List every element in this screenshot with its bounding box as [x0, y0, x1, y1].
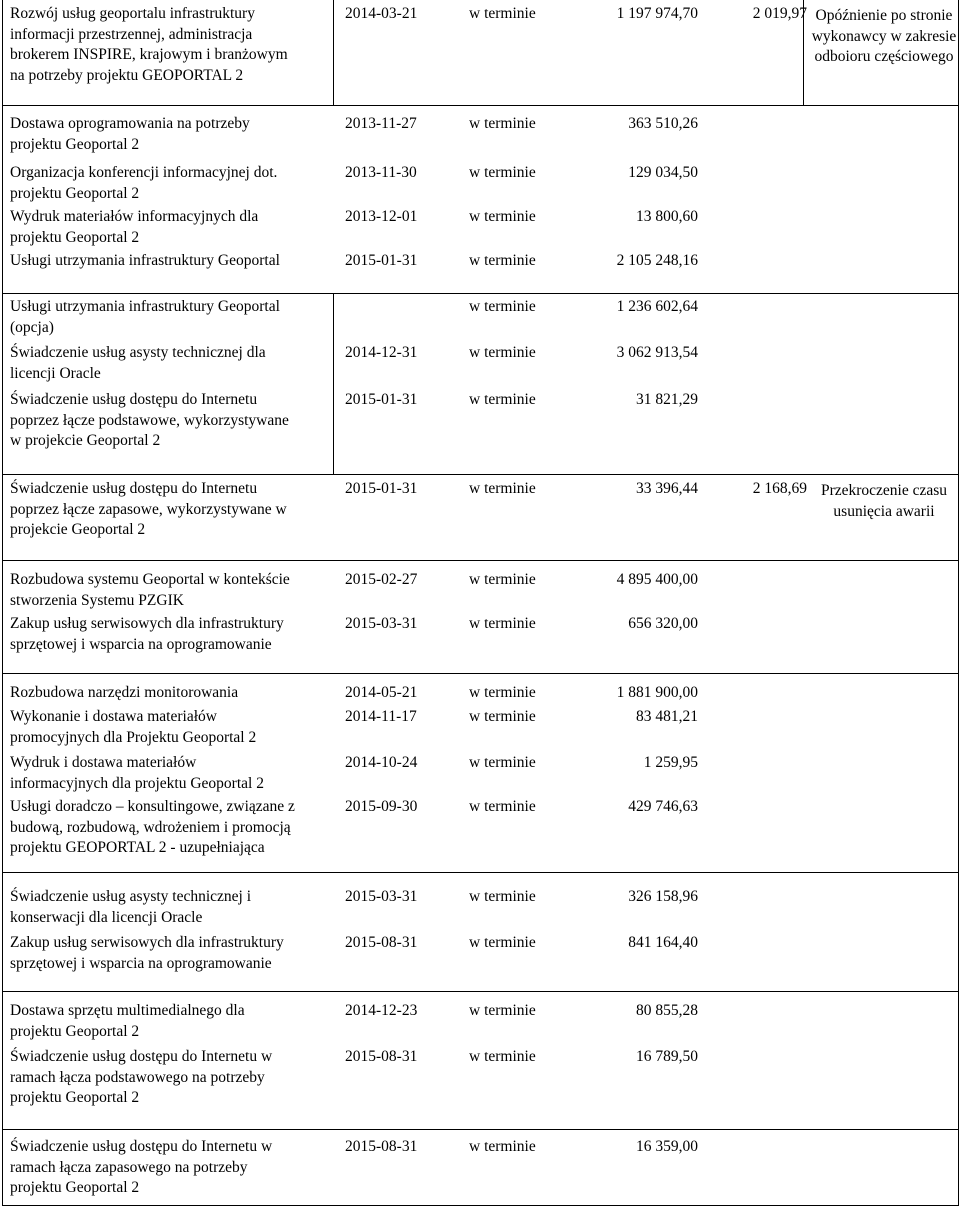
row-date: 2014-10-24 — [345, 754, 418, 771]
row-amount: 80 855,28 — [636, 1002, 698, 1019]
row-description: Dostawa sprzętu multimedialnego dla projektu Geoportal 2 — [10, 1002, 245, 1040]
row-penalty-amount: 2 019,97 — [752, 5, 807, 22]
row-status: w terminie — [469, 1138, 536, 1155]
row-amount: 429 746,63 — [628, 798, 698, 815]
row-description: Wydruk i dostawa materiałów informacyjnych dla projektu Geoportal 2 — [10, 754, 264, 792]
row-amount: 13 800,60 — [636, 208, 698, 225]
row-status: w terminie — [469, 391, 536, 408]
row-date: 2015-02-27 — [345, 571, 418, 588]
row-status: w terminie — [469, 208, 536, 225]
row-description: Świadczenie usług dostępu do Internetu poprzez łącze podstawowe, wykorzystywane w projekcie Geoportal 2 — [10, 391, 289, 449]
table-vertical-border — [333, 0, 334, 106]
row-description: Świadczenie usług asysty technicznej dla licencji Oracle — [10, 344, 266, 382]
table-horizontal-border — [2, 474, 958, 475]
row-amount: 841 164,40 — [628, 934, 698, 951]
table-horizontal-border — [2, 872, 958, 873]
table-horizontal-border — [2, 560, 958, 561]
row-date: 2013-11-30 — [345, 164, 417, 181]
row-amount: 31 821,29 — [636, 391, 698, 408]
row-status: w terminie — [469, 344, 536, 361]
row-status: w terminie — [469, 115, 536, 132]
row-date: 2014-12-31 — [345, 344, 418, 361]
row-amount: 4 895 400,00 — [616, 571, 698, 588]
table-vertical-border — [958, 0, 959, 1206]
row-status: w terminie — [469, 252, 536, 269]
row-description: Świadczenie usług dostępu do Internetu w ramach łącza podstawowego na potrzeby projektu Geoportal 2 — [10, 1048, 273, 1106]
row-date: 2014-11-17 — [345, 708, 417, 725]
row-date: 2015-03-31 — [345, 888, 418, 905]
row-description: Rozbudowa systemu Geoportal w kontekście stworzenia Systemu PZGIK — [10, 571, 290, 609]
row-date: 2015-09-30 — [345, 798, 418, 815]
row-description: Wykonanie i dostawa materiałów promocyjnych dla Projektu Geoportal 2 — [10, 708, 257, 746]
row-amount: 1 197 974,70 — [616, 5, 698, 22]
row-date: 2015-03-31 — [345, 615, 418, 632]
row-status: w terminie — [469, 708, 536, 725]
table-vertical-border — [2, 0, 3, 1206]
row-status: w terminie — [469, 5, 536, 22]
row-amount: 363 510,26 — [628, 115, 698, 132]
table-horizontal-border — [2, 105, 958, 106]
row-description: Świadczenie usług dostępu do Internetu poprzez łącze zapasowe, wykorzystywane w projekcie Geoportal 2 — [10, 480, 287, 538]
row-status: w terminie — [469, 888, 536, 905]
row-description: Usługi doradczo – konsultingowe, związane z budową, rozbudową, wdrożeniem i promocją projektu GEOPORTAL 2 - uzupełniająca — [10, 798, 295, 856]
row-description: Dostawa oprogramowania na potrzeby projektu Geoportal 2 — [10, 115, 250, 153]
row-date: 2015-01-31 — [345, 391, 418, 408]
row-amount: 3 062 913,54 — [616, 344, 698, 361]
row-amount: 129 034,50 — [628, 164, 698, 181]
row-description: Świadczenie usług dostępu do Internetu w ramach łącza zapasowego na potrzeby projektu Geoportal 2 — [10, 1138, 273, 1196]
row-amount: 1 259,95 — [643, 754, 698, 771]
row-status: w terminie — [469, 934, 536, 951]
row-amount: 16 359,00 — [636, 1138, 698, 1155]
row-status: w terminie — [469, 480, 536, 497]
table-vertical-border — [333, 294, 334, 474]
row-status: w terminie — [469, 1048, 536, 1065]
row-amount: 2 105 248,16 — [616, 252, 698, 269]
row-status: w terminie — [469, 571, 536, 588]
row-description: Usługi utrzymania infrastruktury Geoportal (opcja) — [10, 298, 280, 336]
row-description: Usługi utrzymania infrastruktury Geoportal — [10, 252, 280, 269]
row-amount: 326 158,96 — [628, 888, 698, 905]
row-description: Zakup usług serwisowych dla infrastruktury sprzętowej i wsparcia na oprogramowanie — [10, 934, 284, 972]
row-date: 2014-12-23 — [345, 1002, 418, 1019]
row-description: Zakup usług serwisowych dla infrastruktury sprzętowej i wsparcia na oprogramowanie — [10, 615, 284, 653]
row-amount: 656 320,00 — [628, 615, 698, 632]
row-description: Wydruk materiałów informacyjnych dla projektu Geoportal 2 — [10, 208, 259, 246]
row-status: w terminie — [469, 1002, 536, 1019]
row-description: Organizacja konferencji informacyjnej dot. projektu Geoportal 2 — [10, 164, 278, 202]
row-date: 2015-08-31 — [345, 934, 418, 951]
table-horizontal-border — [2, 293, 958, 294]
row-date: 2015-08-31 — [345, 1138, 418, 1155]
row-status: w terminie — [469, 798, 536, 815]
row-date: 2013-12-01 — [345, 208, 418, 225]
row-description: Rozwój usług geoportalu infrastruktury informacji przestrzennej, administracja brokerem INSPIRE, krajowym i branżowym na potrzeby projektu GEOPORTAL 2 — [10, 5, 288, 84]
row-note: Przekroczenie czasu usunięcia awarii — [820, 482, 948, 520]
row-date: 2015-08-31 — [345, 1048, 418, 1065]
row-note: Opóźnienie po stronie wykonawcy w zakresie odboioru częściowego — [811, 7, 957, 65]
row-status: w terminie — [469, 754, 536, 771]
row-amount: 83 481,21 — [636, 708, 698, 725]
row-status: w terminie — [469, 615, 536, 632]
row-date: 2014-05-21 — [345, 684, 418, 701]
table-horizontal-border — [2, 991, 958, 992]
row-date: 2015-01-31 — [345, 252, 418, 269]
row-status: w terminie — [469, 684, 536, 701]
row-amount: 1 881 900,00 — [616, 684, 698, 701]
row-amount: 16 789,50 — [636, 1048, 698, 1065]
row-status: w terminie — [469, 164, 536, 181]
row-date: 2015-01-31 — [345, 480, 418, 497]
row-status: w terminie — [469, 298, 536, 315]
table-horizontal-border — [2, 673, 958, 674]
row-date: 2013-11-27 — [345, 115, 417, 132]
row-description: Świadczenie usług asysty technicznej i konserwacji dla licencji Oracle — [10, 888, 252, 926]
row-penalty-amount: 2 168,69 — [752, 480, 807, 497]
row-amount: 33 396,44 — [636, 480, 698, 497]
row-amount: 1 236 602,64 — [616, 298, 698, 315]
row-date: 2014-03-21 — [345, 5, 418, 22]
row-description: Rozbudowa narzędzi monitorowania — [10, 684, 239, 701]
table-horizontal-border — [2, 1129, 958, 1130]
